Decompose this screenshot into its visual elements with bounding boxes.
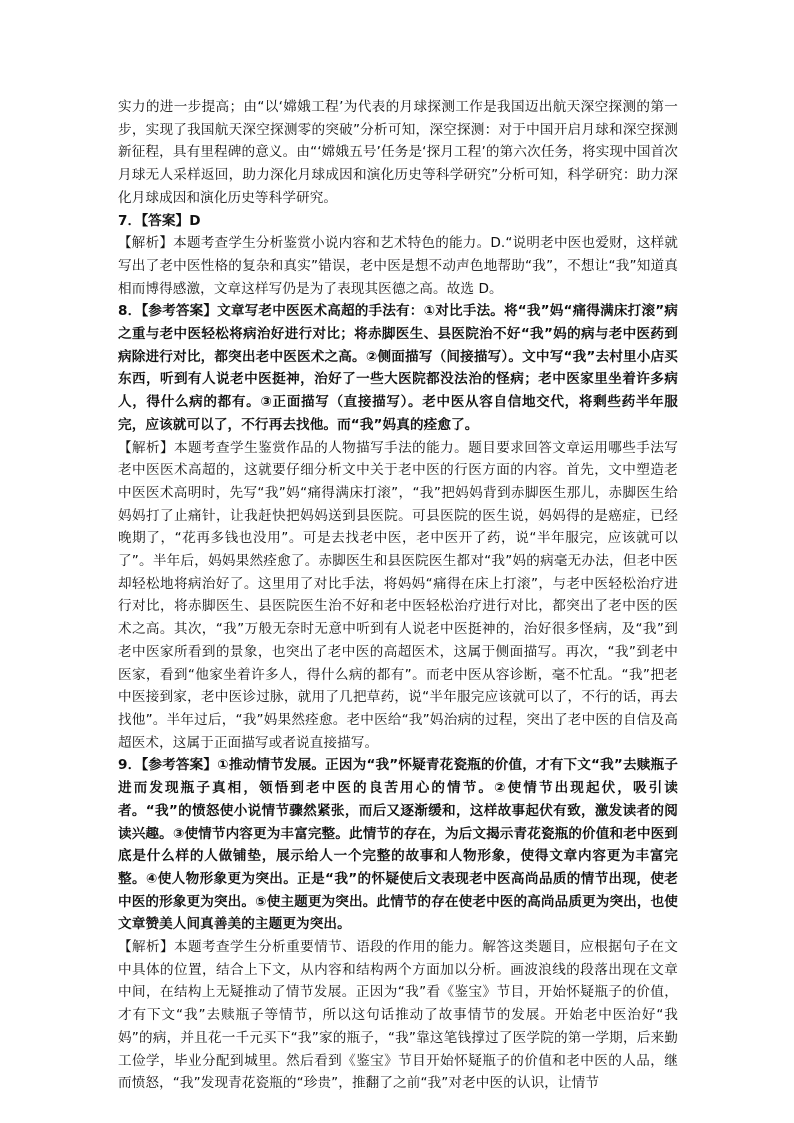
q9-answer: 9．【参考答案】①推动情节发展。正因为“我”怀疑青花瓷瓶的价值，才有下文“我”去赎瓶子进而发现瓶子真相，领悟到老中医的良苦用心的情节。②使情节出现起伏，吸引读者。“我”的愤怒使小说情节骤然紧张，而后又逐渐缓和，这样故事起伏有致，激发读者的阅读兴趣。③使情节内容更为丰富完整。此情节的存在，为后文揭示青花瓷瓶的价值和老中医到底是什么样的人做铺垫，展示给人一个完整的故事和人物形象，使得文章内容更为丰富完整。④使人物形象更为突出。正是“我”的怀疑使后文表现老中医高尚品质的情节出现，使老中医的形象更为突出。⑤使主题更为突出。此情节的存在使老中医的高尚品质更为突出，也使文章赞美人间真善美的主题更为突出。 bbox=[118, 757, 678, 933]
q7-answer: 7．【答案】D bbox=[118, 212, 201, 229]
q7-analysis: 【解析】本题考查学生分析鉴赏小说内容和艺术特色的能力。D.“说明老中医也爱财，这样就写出了老中医性格的复杂和真实”错误，老中医是想不动声色地帮助“我”，不想让“我”知道真相而博得感激，文章这样写仍是为了表现其医德之高。故选 D。 bbox=[118, 235, 678, 297]
paragraph-space-analysis-end: 实力的进一步提高；由“以‘嫦娥工程’为代表的月球探测工作是我国迈出航天深空探测的第一步，实现了我国航天深空探测零的突破”分析可知，深空探测：对于中国开启月球和深空探测新征程，具有里程碑的意义。由“‘嫦娥五号’任务是‘探月工程’的第六次任务，将实现中国首次月球无人采样返回，助力深化月球成因和演化历史等科学研究”分析可知，科学研究：助力深化月球成因和演化历史等科学研究。 bbox=[118, 99, 678, 206]
q8-answer: 8．【参考答案】文章写老中医医术高超的手法有：①对比手法。将“我”妈“痛得满床打滚”病之重与老中医轻松将病治好进行对比；将赤脚医生、县医院治不好“我”妈的病与老中医药到病除进行对比，都突出老中医医术之高。②侧面描写（间接描写）。文中写“我”去村里小店买东西，听到有人说老中医挺神，治好了一些大医院都没法治的怪病；老中医家里坐着许多病人，得什么病的都有。③正面描写（直接描写）。老中医从容自信地交代，将剩些药半年服完，应该就可以了，不行再去找他。而“我”妈真的痊愈了。 bbox=[118, 303, 678, 433]
q9-analysis: 【解析】本题考查学生分析重要情节、语段的作用的能力。解答这类题目，应根据句子在文中具体的位置，结合上下文，从内容和结构两个方面加以分析。画波浪线的段落出现在文章中间，在结构上无疑推动了情节发展。正因为“我”看《鉴宝》节目，开始怀疑瓶子的价值，才有下文“我”去赎瓶子等情节，所以这句话推动了故事情节的发展。开始老中医治好“我妈”的病，并且花一千元买下“我”家的瓶子，“我”靠这笔钱撑过了医学院的第一学期，后来勤工俭学，毕业分配到城里。然后看到《鉴宝》节目开始怀疑瓶子的价值和老中医的人品，继而愤怒，“我”发现青花瓷瓶的“珍贵”，推翻了之前“我”对老中医的认识，让情节 bbox=[118, 939, 678, 1092]
document-body bbox=[118, 96, 678, 1095]
q8-analysis: 【解析】本题考查学生鉴赏作品的人物描写手法的能力。题目要求回答文章运用哪些手法写老中医医术高超的，这就要仔细分析文中关于老中医的行医方面的内容。首先，文中塑造老中医医术高明时，先写“我”妈“痛得满床打滚”，“我”把妈妈背到赤脚医生那儿，赤脚医生给妈妈打了止痛针，让我赶快把妈妈送到县医院。可县医院的医生说，妈妈得的是癌症，已经晚期了，“花再多钱也没用”。可是去找老中医，老中医开了药，说“半年服完，应该就可以了”。半年后，妈妈果然痊愈了。赤脚医生和县医院医生都对“我”妈的病毫无办法，但老中医却轻松地将病治好了。这里用了对比手法，将妈妈“痛得在床上打滚”，与老中医轻松治疗进行对比，将赤脚医生、县医院医生治不好和老中医轻松治疗进行对比，都突出了老中医的医术之高。其次，“我”万般无奈时无意中听到有人说老中医挺神的，治好很多怪病，及“我”到老中医家所看到的景象，也突出了老中医的高超医术，这属于侧面描写。再次，“我”到老中医家，看到“他家坐着许多人，得什么病的都有”。而老中医从容诊断，毫不忙乱。“我”把老中医接到家，老中医诊过脉，就用了几把草药，说“半年服完应该就可以了，不行的话，再去找他”。半年过后，“我”妈果然痊愈。老中医给“我”妈治病的过程，突出了老中医的自信及高超医术，这属于正面描写或者说直接描写。 bbox=[118, 439, 678, 751]
